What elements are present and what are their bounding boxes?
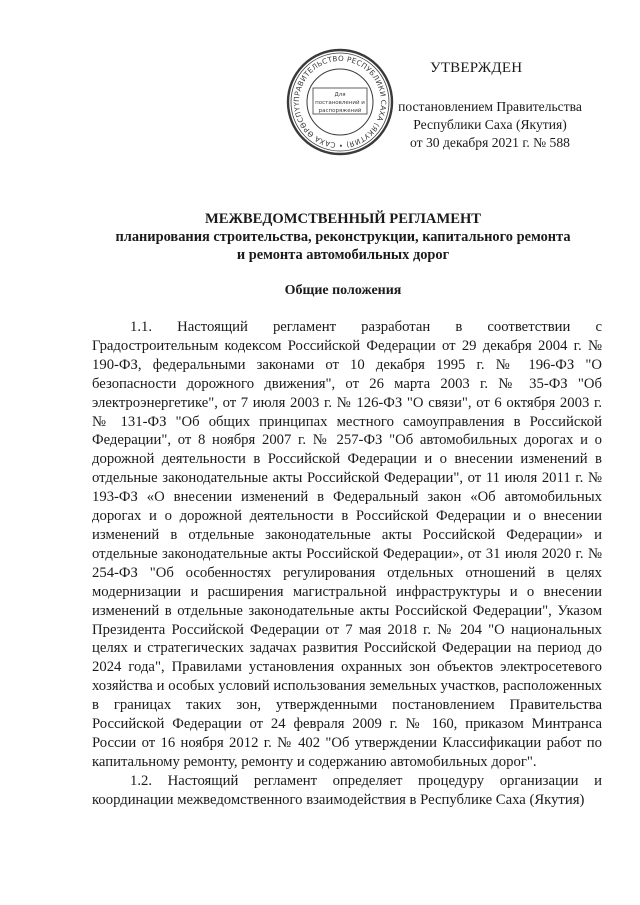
seal-ring-text: ПРАВИТЕЛЬСТВО РЕСПУБЛИКИ САХА (ЯКУТИЯ) • САХА ӨРӨСПҮҮ [291, 53, 389, 151]
document-title [80, 210, 606, 264]
approval-block [372, 98, 608, 152]
approval-line-2: Республики Саха (Якутия) [413, 117, 567, 132]
title-line-3: и ремонта автомобильных дорог [236, 247, 450, 263]
section-heading: Общие положения [284, 283, 402, 298]
seal-center-line-3: распоряжений [318, 108, 362, 114]
seal-center-line-1: Для [334, 92, 346, 98]
title-main: МЕЖВЕДОМСТВЕННЫЙ РЕГЛАМЕНТ [204, 211, 482, 227]
document-body [92, 318, 602, 810]
approval-line-1: постановлением Правительства [398, 99, 582, 114]
paragraph-1-1: 1.1. Настоящий регламент разработан в соответствии с Градостроительным кодексом Российской Федерации от 29 декабря 2004 г. № 190-ФЗ, федеральными законами от 10 декабря 1995 г. № 196-ФЗ "О безопасности дорожного движения", от 26 марта 2003 г. № 35-ФЗ "Об электроэнергетике", от 7 июля 2003 г. № 126-ФЗ "О связи", от 6 октября 2003 г. № 131-ФЗ "Об общих принципах местного самоуправления в Российской Федерации", от 8 ноября 2007 г. № 257-ФЗ "Об автомобильных дорогах и о дорожной деятельности в Российской Федерации и о внесении изменений в отдельные законодательные акты Российской Федерации", от 11 июля 2011 г. № 193-ФЗ «О внесении изменений в Федеральный закон «Об автомобильных дорогах и о дорожной деятельности в Российской Федерации и о внесении изменений в отдельные законодательные акты Российской Федерации» и отдельные законодательные акты Российской Федерации», от 31 июля 2020 г. № 254-ФЗ "Об особенностях регулирования отдельных отношений в целях модернизации и расширения магистральной инфраструктуры и о внесении изменений в отдельные законодательные акты Российской Федерации", Указом Президента Российской Федерации от 7 мая 2018 г. № 204 "О национальных целях и стратегических задачах развития Российской Федерации на период до 2024 года", Правилами установления охранных зон объектов электросетевого хозяйства и особых условий использования земельных участков, расположенных в границах таких зон, утвержденными постановлением Правительства Российской Федерации от 24 февраля 2009 г. № 160, приказом Минтранса России от 16 ноября 2012 г. № 402 "Об утверждении Классификации работ по капитальному ремонту, ремонту и содержанию автомобильных дорог". [92, 319, 602, 770]
paragraph-1-2: 1.2. Настоящий регламент определяет процедуру организации и координации межведомственного взаимодействия в Республике Саха (Якутия) [92, 772, 602, 808]
title-line-2: планирования строительства, реконструкции, капитального ремонта [115, 229, 571, 245]
seal-center-line-2: постановлений и [315, 100, 365, 106]
approval-line-3: от 30 декабря 2021 г. № 588 [410, 135, 570, 150]
approval-heading: УТВЕРЖДЕН [430, 60, 523, 76]
